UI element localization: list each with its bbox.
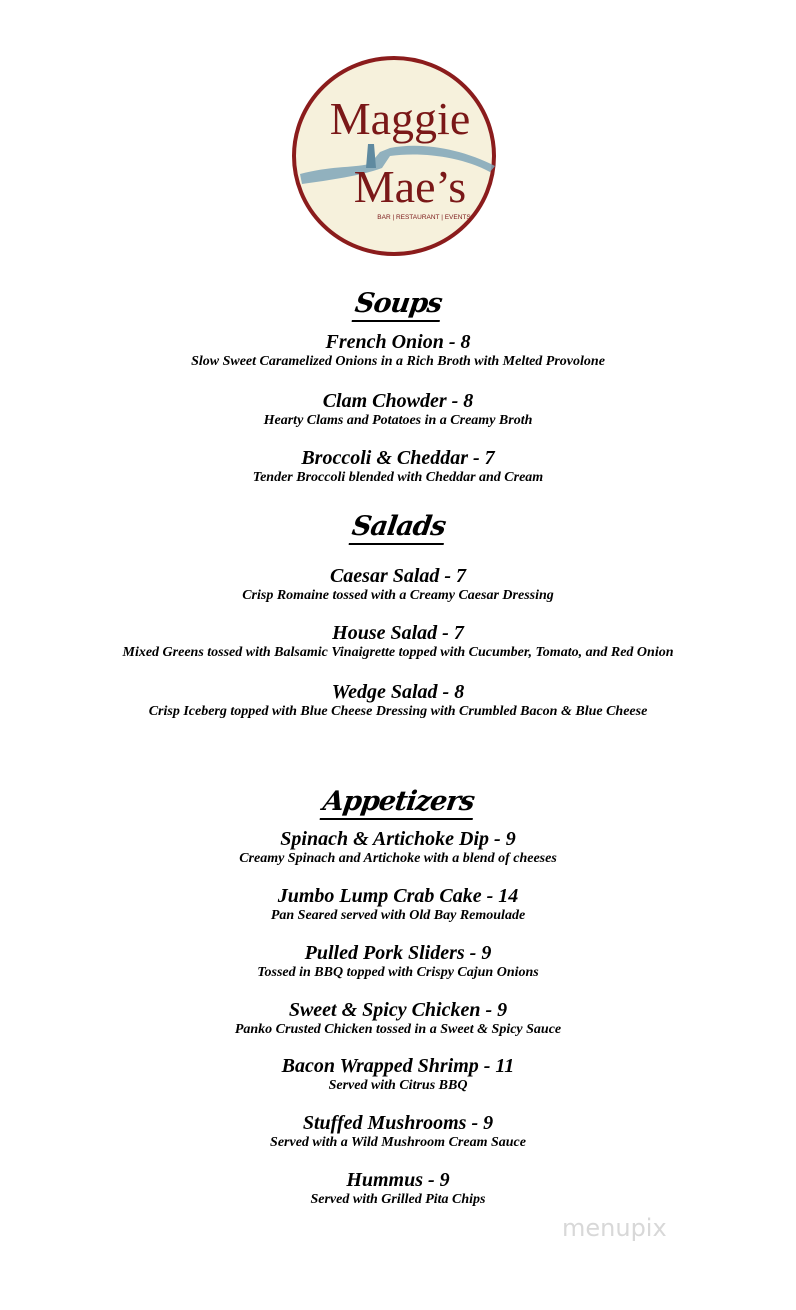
item-name: Broccoli & Cheddar - 7 xyxy=(301,447,495,469)
menu-item xyxy=(0,828,796,868)
item-name: Clam Chowder - 8 xyxy=(322,390,474,412)
logo-tagline: BAR | RESTAURANT | EVENTS xyxy=(377,214,471,221)
maggie-maes-logo xyxy=(290,56,498,256)
menu-item xyxy=(0,942,796,982)
item-name: Sweet & Spicy Chicken - 9 xyxy=(288,999,508,1021)
item-description: Pan Seared served with Old Bay Remoulade xyxy=(270,908,526,923)
section-title-salads: Salads xyxy=(0,511,796,545)
item-name: Hummus - 9 xyxy=(346,1169,450,1191)
item-description: Crisp Iceberg topped with Blue Cheese Dressing with Crumbled Bacon & Blue Cheese xyxy=(148,704,648,719)
item-name: Pulled Pork Sliders - 9 xyxy=(304,942,492,964)
menu-item xyxy=(0,1112,796,1152)
menu-item xyxy=(0,331,796,371)
item-description: Slow Sweet Caramelized Onions in a Rich Broth with Melted Provolone xyxy=(191,354,605,369)
menupix-watermark: menupix xyxy=(562,1214,667,1242)
item-description: Crisp Romaine tossed with a Creamy Caesar Dressing xyxy=(242,588,554,603)
logo-line1: Maggie xyxy=(329,93,471,144)
menu-item xyxy=(0,1055,796,1095)
item-name: French Onion - 8 xyxy=(325,331,471,353)
menu-item xyxy=(0,565,796,605)
item-description: Tender Broccoli blended with Cheddar and Cream xyxy=(252,470,544,485)
menu-item xyxy=(0,681,796,721)
item-name: Jumbo Lump Crab Cake - 14 xyxy=(277,885,519,907)
item-description: Creamy Spinach and Artichoke with a blend of cheeses xyxy=(239,851,557,866)
item-description: Mixed Greens tossed with Balsamic Vinaigrette topped with Cucumber, Tomato, and Red Onion xyxy=(122,645,674,660)
logo-line2: Mae’s xyxy=(353,161,467,212)
item-description: Hearty Clams and Potatoes in a Creamy Broth xyxy=(263,413,533,428)
menu-item xyxy=(0,622,796,662)
item-description: Served with a Wild Mushroom Cream Sauce xyxy=(270,1135,526,1150)
menu-item xyxy=(0,1169,796,1209)
menu-item xyxy=(0,999,796,1039)
item-description: Panko Crusted Chicken tossed in a Sweet & Spicy Sauce xyxy=(234,1022,562,1037)
item-name: House Salad - 7 xyxy=(332,622,464,644)
menu-item xyxy=(0,447,796,487)
section-title-soups: Soups xyxy=(0,288,796,322)
menu-item xyxy=(0,390,796,430)
item-description: Served with Grilled Pita Chips xyxy=(310,1192,486,1207)
menu-item xyxy=(0,885,796,925)
item-name: Bacon Wrapped Shrimp - 11 xyxy=(281,1055,515,1077)
item-name: Caesar Salad - 7 xyxy=(329,565,467,587)
item-name: Wedge Salad - 8 xyxy=(331,681,465,703)
item-name: Stuffed Mushrooms - 9 xyxy=(302,1112,494,1134)
section-title-appetizers: Appetizers xyxy=(0,786,796,820)
item-description: Served with Citrus BBQ xyxy=(328,1078,468,1093)
item-description: Tossed in BBQ topped with Crispy Cajun Onions xyxy=(257,965,539,980)
item-name: Spinach & Artichoke Dip - 9 xyxy=(280,828,516,850)
